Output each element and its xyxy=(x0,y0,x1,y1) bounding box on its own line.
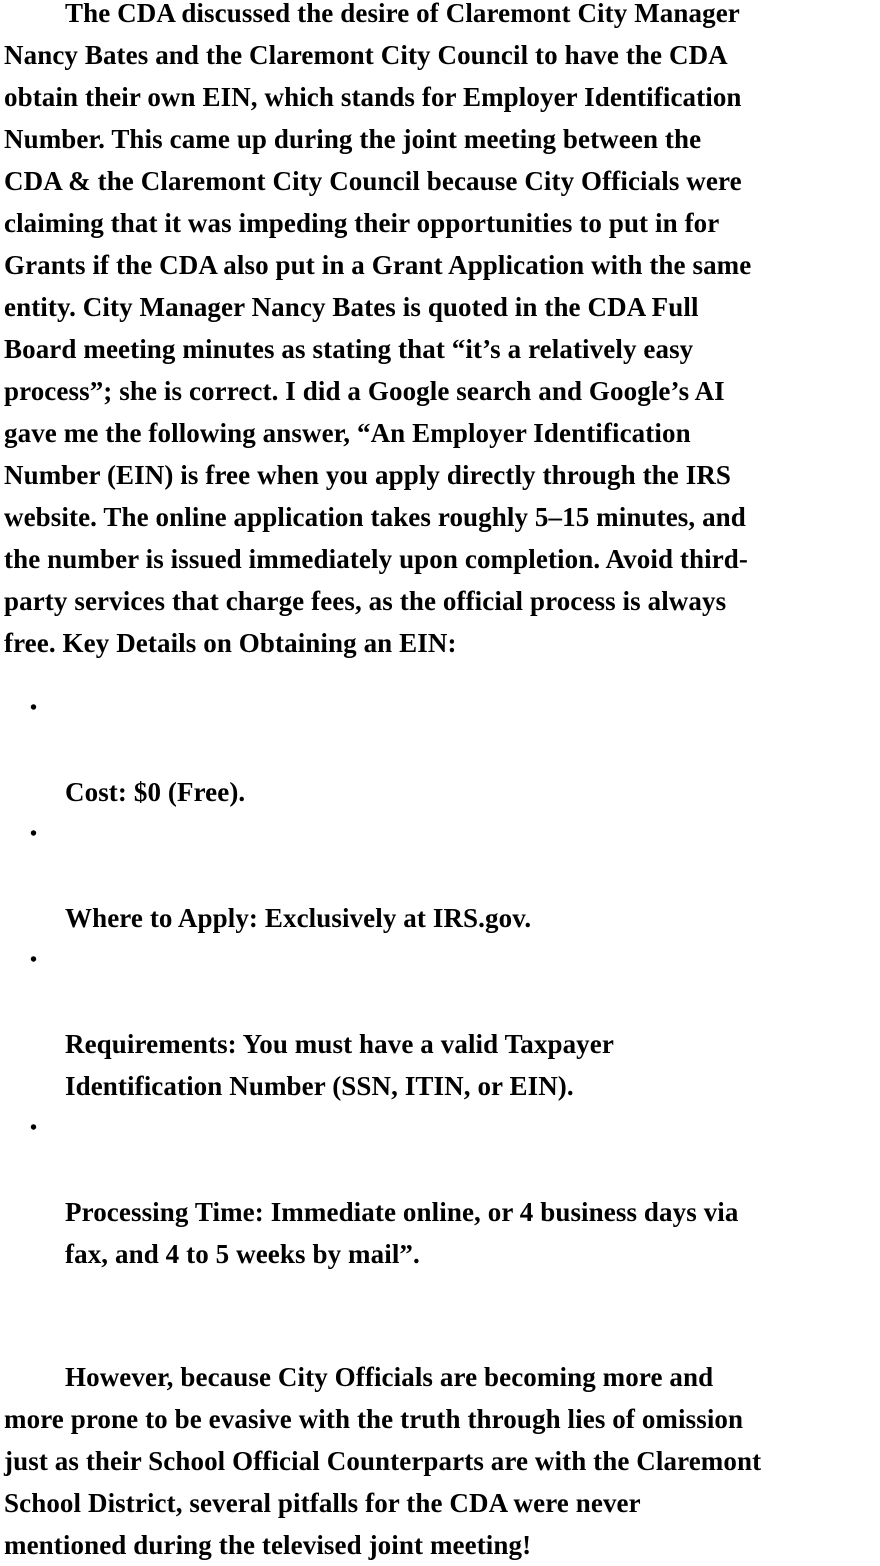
bullet-icon: • xyxy=(30,823,38,845)
list-item xyxy=(4,1107,880,1275)
bullet-icon: • xyxy=(30,949,38,971)
list-item-text: Where to Apply: Exclusively at IRS.gov. xyxy=(65,903,532,933)
bullet-icon: • xyxy=(30,1117,38,1139)
list-item-text: Processing Time: Immediate online, or 4 business days via fax, and 4 to 5 weeks by mail”. xyxy=(65,1197,739,1269)
list-item xyxy=(4,687,880,813)
paragraph-pitfalls: However, because City Officials are becoming more and more prone to be evasive with the truth through lies of omission just as their School Official Counterparts are with the Claremont School District, several pitfalls for the CDA were never mentioned during the televised joint meeting! xyxy=(4,1362,762,1560)
list-item xyxy=(4,939,880,1107)
paragraph-ein-discussion: The CDA discussed the desire of Claremont City Manager Nancy Bates and the Claremont City Council to have the CDA obtain their own EIN, which stands for Employer Identification Number. This came up during the joint meeting between the CDA & the Claremont City Council because City Officials were claiming that it was impeding their opportunities to put in for Grants if the CDA also put in a Grant Application with the same entity. City Manager Nancy Bates is quoted in the CDA Full Board meeting minutes as stating that “it’s a relatively easy process”; she is correct. I did a Google search and Google’s AI gave me the following answer, “An Employer Identification Number (EIN) is free when you apply directly through the IRS website. The online application takes roughly 5–15 minutes, and the number is issued immediately upon completion. Avoid third- party services that charge fees, as the official process is always free. Key Details on Obtaining an EIN: xyxy=(4,0,752,658)
list-item-text: Requirements: You must have a valid Taxpayer Identification Number (SSN, ITIN, or EIN). xyxy=(65,1029,614,1101)
bullet-icon: • xyxy=(30,697,38,719)
list-item-text: Cost: $0 (Free). xyxy=(65,777,246,807)
ein-key-details-list xyxy=(4,687,880,1275)
list-item xyxy=(4,813,880,939)
